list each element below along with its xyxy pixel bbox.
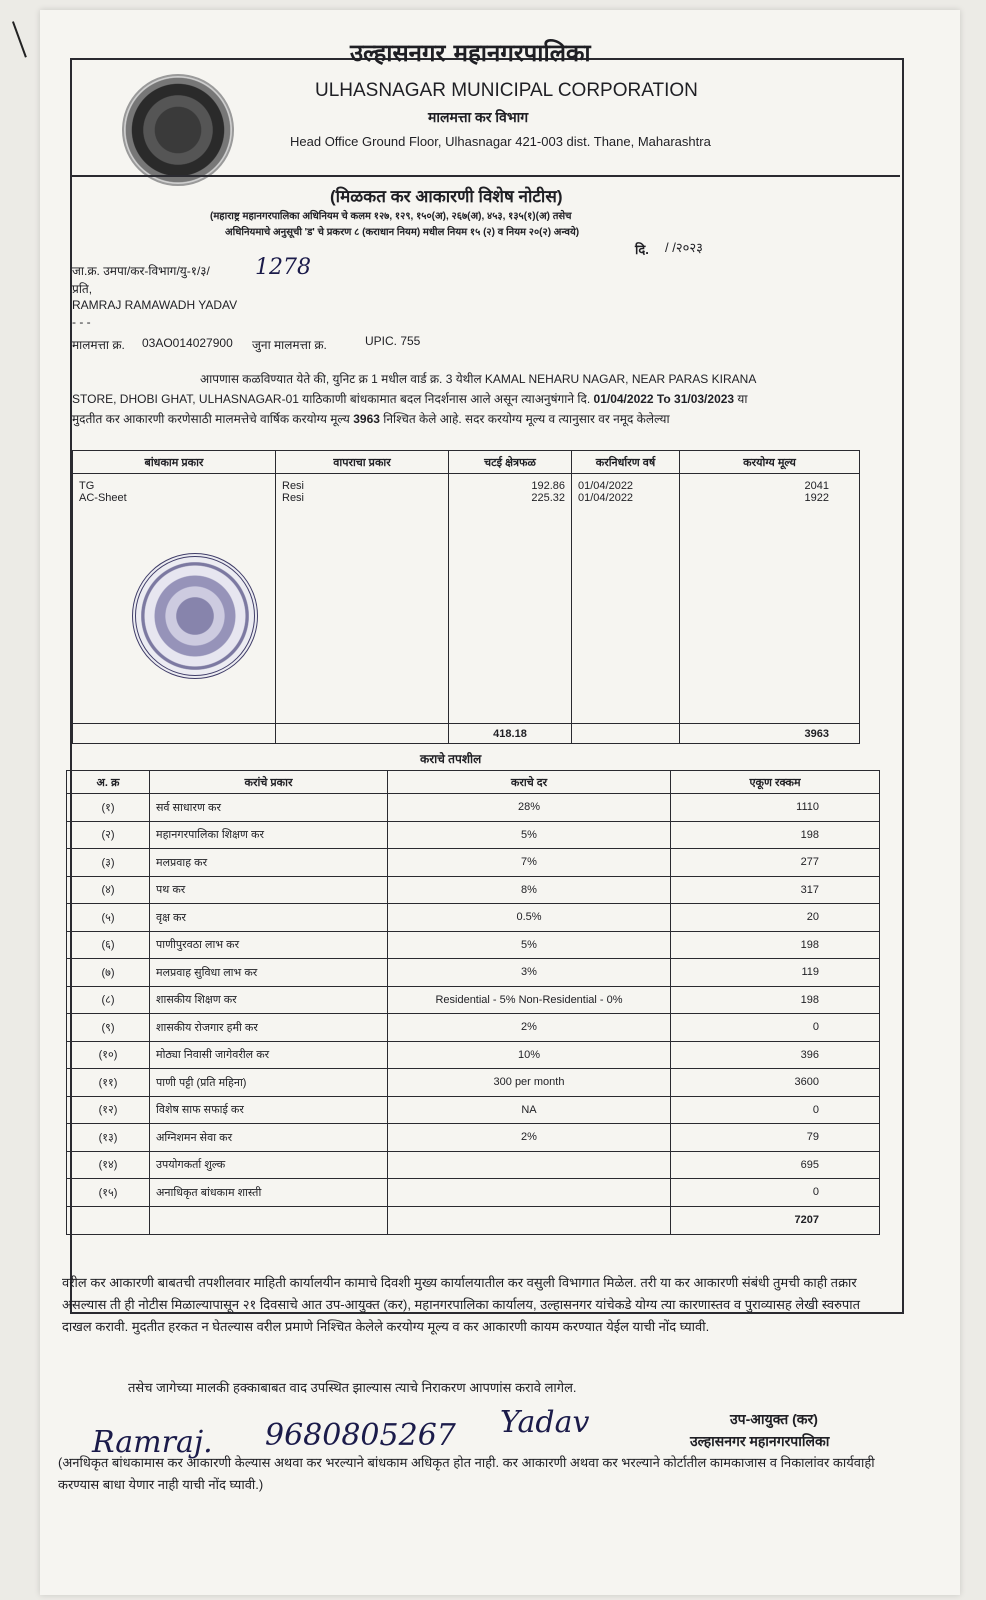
property-number: 03AO014027900 (142, 336, 233, 350)
handwritten-signature: Yadav (500, 1405, 590, 1440)
grand-total: 7207 (671, 1206, 880, 1234)
notice-title: (मिळकत कर आकारणी विशेष नोटीस) (330, 187, 563, 206)
body-line-3: मुदतीत कर आकारणी करणेसाठी मालमत्तेचे वार्षिक करयोग्य मूल्य 3963 निश्चित केले आहे. सदर करयोग्य मूल्य व त्यानुसार वर नमूद केलेल्या (72, 412, 670, 426)
usage-type-1: Resi (282, 480, 305, 492)
tax-type: वृक्ष कर (150, 904, 388, 932)
tax-rate: 2% (388, 1124, 671, 1152)
col-carpet-area: चटई क्षेत्रफळ (449, 451, 572, 474)
handwritten-name: Ramraj. (92, 1425, 213, 1460)
tax-row (67, 904, 880, 932)
col-tax-type: करांचे प्रकार (150, 771, 388, 794)
tax-row (67, 1179, 880, 1207)
tax-serial: (३) (67, 849, 150, 877)
tax-rows (67, 794, 880, 1207)
tax-rate: Residential - 5% Non-Residential - 0% (388, 986, 671, 1014)
org-name-marathi: उल्हासनगर महानगरपालिका (350, 38, 591, 67)
tax-serial: (७) (67, 959, 150, 987)
tax-amount: 198 (671, 821, 880, 849)
tax-type: महानगरपालिका शिक्षण कर (150, 821, 388, 849)
tax-serial: (१५) (67, 1179, 150, 1207)
tax-row (67, 794, 880, 822)
date-value: / /२०२३ (665, 240, 703, 255)
tax-row (67, 1124, 880, 1152)
tax-type: अनाधिकृत बांधकाम शास्ती (150, 1179, 388, 1207)
usage-type-2: Resi (282, 492, 305, 504)
construction-type-1: TG (79, 480, 95, 492)
tax-row (67, 986, 880, 1014)
year-cell (572, 474, 680, 724)
tax-amount: 317 (671, 876, 880, 904)
construction-type-2: AC-Sheet (79, 492, 127, 504)
tax-rate: 7% (388, 849, 671, 877)
signatory-org: उल्हासनगर महानगरपालिका (690, 1433, 830, 1449)
tax-header-row (67, 771, 880, 794)
tax-amount: 198 (671, 986, 880, 1014)
tax-rate: 2% (388, 1014, 671, 1042)
assessment-header-row (73, 451, 860, 474)
tax-amount: 1110 (671, 794, 880, 822)
tax-type: मलप्रवाह सुविधा लाभ कर (150, 959, 388, 987)
tax-amount: 695 (671, 1151, 880, 1179)
reference-number: 1278 (255, 255, 311, 280)
tax-rate: 5% (388, 821, 671, 849)
assessment-year-1: 01/04/2022 (578, 480, 634, 492)
header-divider (70, 175, 900, 177)
tax-row (67, 849, 880, 877)
ownership-dispute-note: तसेच जागेच्या मालकी हक्काबाबत वाद उपस्थित झाल्यास त्याचे निराकरण आपणांस करावे लागेल. (128, 1380, 577, 1395)
tax-row (67, 931, 880, 959)
col-taxable-value: करयोग्य मूल्य (680, 451, 860, 474)
total-taxable-value: 3963 (680, 724, 860, 744)
tax-rate: 28% (388, 794, 671, 822)
owner-address-blank: - - - (72, 315, 91, 329)
tax-type: पाणी पट्टी (प्रति महिना) (150, 1069, 388, 1097)
tax-type: विशेष साफ सफाई कर (150, 1096, 388, 1124)
total-area: 418.18 (449, 724, 572, 744)
col-tax-rate: कराचे दर (388, 771, 671, 794)
handwritten-phone: 9680805267 (265, 1418, 456, 1453)
tax-rate: 3% (388, 959, 671, 987)
total-blank-1 (73, 724, 276, 744)
to-label: प्रति, (72, 282, 93, 296)
tax-serial: (४) (67, 876, 150, 904)
tax-rate (388, 1151, 671, 1179)
old-property-label: जुना मालमत्ता क्र. (252, 338, 327, 352)
tax-serial: (१०) (67, 1041, 150, 1069)
tax-type: शासकीय शिक्षण कर (150, 986, 388, 1014)
tax-row (67, 1151, 880, 1179)
tax-rate: 10% (388, 1041, 671, 1069)
tax-serial: (९) (67, 1014, 150, 1042)
tax-rate (388, 1179, 671, 1207)
tax-amount: 20 (671, 904, 880, 932)
col-construction-type: बांधकाम प्रकार (73, 451, 276, 474)
tax-type: पाणीपुरवठा लाभ कर (150, 931, 388, 959)
col-assessment-year: करनिर्धारण वर्ष (572, 451, 680, 474)
tax-type: पथ कर (150, 876, 388, 904)
tax-type: शासकीय रोजगार हमी कर (150, 1014, 388, 1042)
tax-row (67, 821, 880, 849)
area-cell (449, 474, 572, 724)
tax-type: मोठ्या निवासी जागेवरील कर (150, 1041, 388, 1069)
tax-serial: (५) (67, 904, 150, 932)
reference-label: जा.क्र. उमपा/कर-विभाग/यु-१/३/ (72, 264, 210, 278)
carpet-area-1: 192.86 (531, 480, 565, 492)
act-reference-2: अधिनियमाचे अनुसूची 'ड' चे प्रकरण ८ (कराधान नियम) मधील नियम १५ (२) व नियम २०(२) अन्वये) (225, 227, 580, 238)
tax-rate: NA (388, 1096, 671, 1124)
tax-row (67, 1014, 880, 1042)
tax-row (67, 876, 880, 904)
property-number-label: मालमत्ता क्र. (72, 338, 125, 352)
tax-amount: 3600 (671, 1069, 880, 1097)
org-name-english: ULHASNAGAR MUNICIPAL CORPORATION (315, 80, 698, 101)
pen-mark (12, 16, 40, 57)
tax-rate: 0.5% (388, 904, 671, 932)
upic-number: UPIC. 755 (365, 334, 421, 348)
tax-amount: 0 (671, 1014, 880, 1042)
act-reference-1: (महाराष्ट्र महानगरपालिका अधिनियम चे कलम १२७, १२९, १५०(अ), २६७(अ), ४५३, १३५(१)(अ) तसेच (210, 211, 572, 222)
col-serial: अ. क्र (67, 771, 150, 794)
tax-details-caption: कराचे तपशील (420, 752, 482, 766)
assessment-total-row (73, 724, 860, 744)
owner-name: RAMRAJ RAMAWADH YADAV (72, 298, 238, 312)
tax-type: मलप्रवाह कर (150, 849, 388, 877)
tax-rate: 5% (388, 931, 671, 959)
tax-amount: 119 (671, 959, 880, 987)
taxable-value-2: 1922 (804, 492, 829, 504)
tax-row (67, 1069, 880, 1097)
head-office-address: Head Office Ground Floor, Ulhasnagar 421-003 dist. Thane, Maharashtra (290, 134, 711, 149)
tax-type: उपयोगकर्ता शुल्क (150, 1151, 388, 1179)
total-blank-2 (276, 724, 449, 744)
tax-serial: (१) (67, 794, 150, 822)
value-cell (680, 474, 860, 724)
taxable-value-1: 2041 (804, 480, 829, 492)
tax-total-row (67, 1206, 880, 1234)
tax-amount: 0 (671, 1179, 880, 1207)
official-seal-stamp (132, 553, 258, 679)
signatory-title: उप-आयुक्त (कर) (730, 1411, 818, 1427)
tax-details-table (66, 770, 880, 1235)
tax-serial: (११) (67, 1069, 150, 1097)
corporation-logo-icon (122, 74, 234, 186)
tax-serial: (१४) (67, 1151, 150, 1179)
tax-rate: 300 per month (388, 1069, 671, 1097)
total-blank-a (67, 1206, 150, 1234)
tax-row (67, 1096, 880, 1124)
body-line-2: STORE, DHOBI GHAT, ULHASNAGAR-01 याठिकाणी बांधकामात बदल निदर्शनास आले असून त्याअनुषंगाने दि. 01/04/2022 To 31/03/2023 या (72, 392, 748, 406)
tax-serial: (१२) (67, 1096, 150, 1124)
disclaimer-note: (अनधिकृत बांधकामास कर आकारणी केल्यास अथवा कर भरल्याने बांधकाम अधिकृत होत नाही. कर आकारणी अथवा कर भरल्याने कोर्टातील कामकाजास व निकालांवर कार्यवाही करण्यास बाधा येणार नाही याची नोंद घ्यावी.) (58, 1455, 875, 1492)
tax-type: सर्व साधारण कर (150, 794, 388, 822)
tax-amount: 0 (671, 1096, 880, 1124)
tax-row (67, 1041, 880, 1069)
carpet-area-2: 225.32 (531, 492, 565, 504)
tax-amount: 79 (671, 1124, 880, 1152)
total-blank-3 (572, 724, 680, 744)
col-total-amount: एकूण रक्कम (671, 771, 880, 794)
assessment-year-2: 01/04/2022 (578, 492, 634, 504)
col-usage-type: वापराचा प्रकार (276, 451, 449, 474)
department-name: मालमत्ता कर विभाग (428, 109, 529, 125)
tax-row (67, 959, 880, 987)
total-blank-b (150, 1206, 388, 1234)
tax-rate: 8% (388, 876, 671, 904)
usage-cell (276, 474, 449, 724)
tax-type: अग्निशमन सेवा कर (150, 1124, 388, 1152)
tax-serial: (६) (67, 931, 150, 959)
tax-amount: 277 (671, 849, 880, 877)
tax-amount: 396 (671, 1041, 880, 1069)
tax-amount: 198 (671, 931, 880, 959)
tax-serial: (१३) (67, 1124, 150, 1152)
date-label: दि. (635, 242, 649, 257)
total-blank-c (388, 1206, 671, 1234)
body-line-1: आपणास कळविण्यात येते की, युनिट क्र 1 मधील वार्ड क्र. 3 येथील KAMAL NEHARU NAGAR, NEAR PARAS KIRANA (200, 372, 757, 386)
tax-serial: (२) (67, 821, 150, 849)
footer-paragraph: वरील कर आकारणी बाबतची तपशीलवार माहिती कार्यालयीन कामाचे दिवशी मुख्य कार्यालयातील कर वसुली विभागात मिळेल. तरी या कर आकारणी संबंधी तुमची काही तक्रार असल्यास ती ही नोटीस मिळाल्यापासून २१ दिवसाचे आत उप-आयुक्त (कर), महानगरपालिका कार्यालय, उल्हासनगर यांचेकडे योग्य त्या कारणास्तव व पुराव्यासह लेखी स्वरुपात दाखल करावी. मुदतीत हरकत न घेतल्यास वरील प्रमाणे निश्चित केलेले करयोग्य मूल्य व कर आकारणी कायम करण्यात येईल याची नोंद घ्यावी. (62, 1275, 861, 1334)
tax-serial: (८) (67, 986, 150, 1014)
